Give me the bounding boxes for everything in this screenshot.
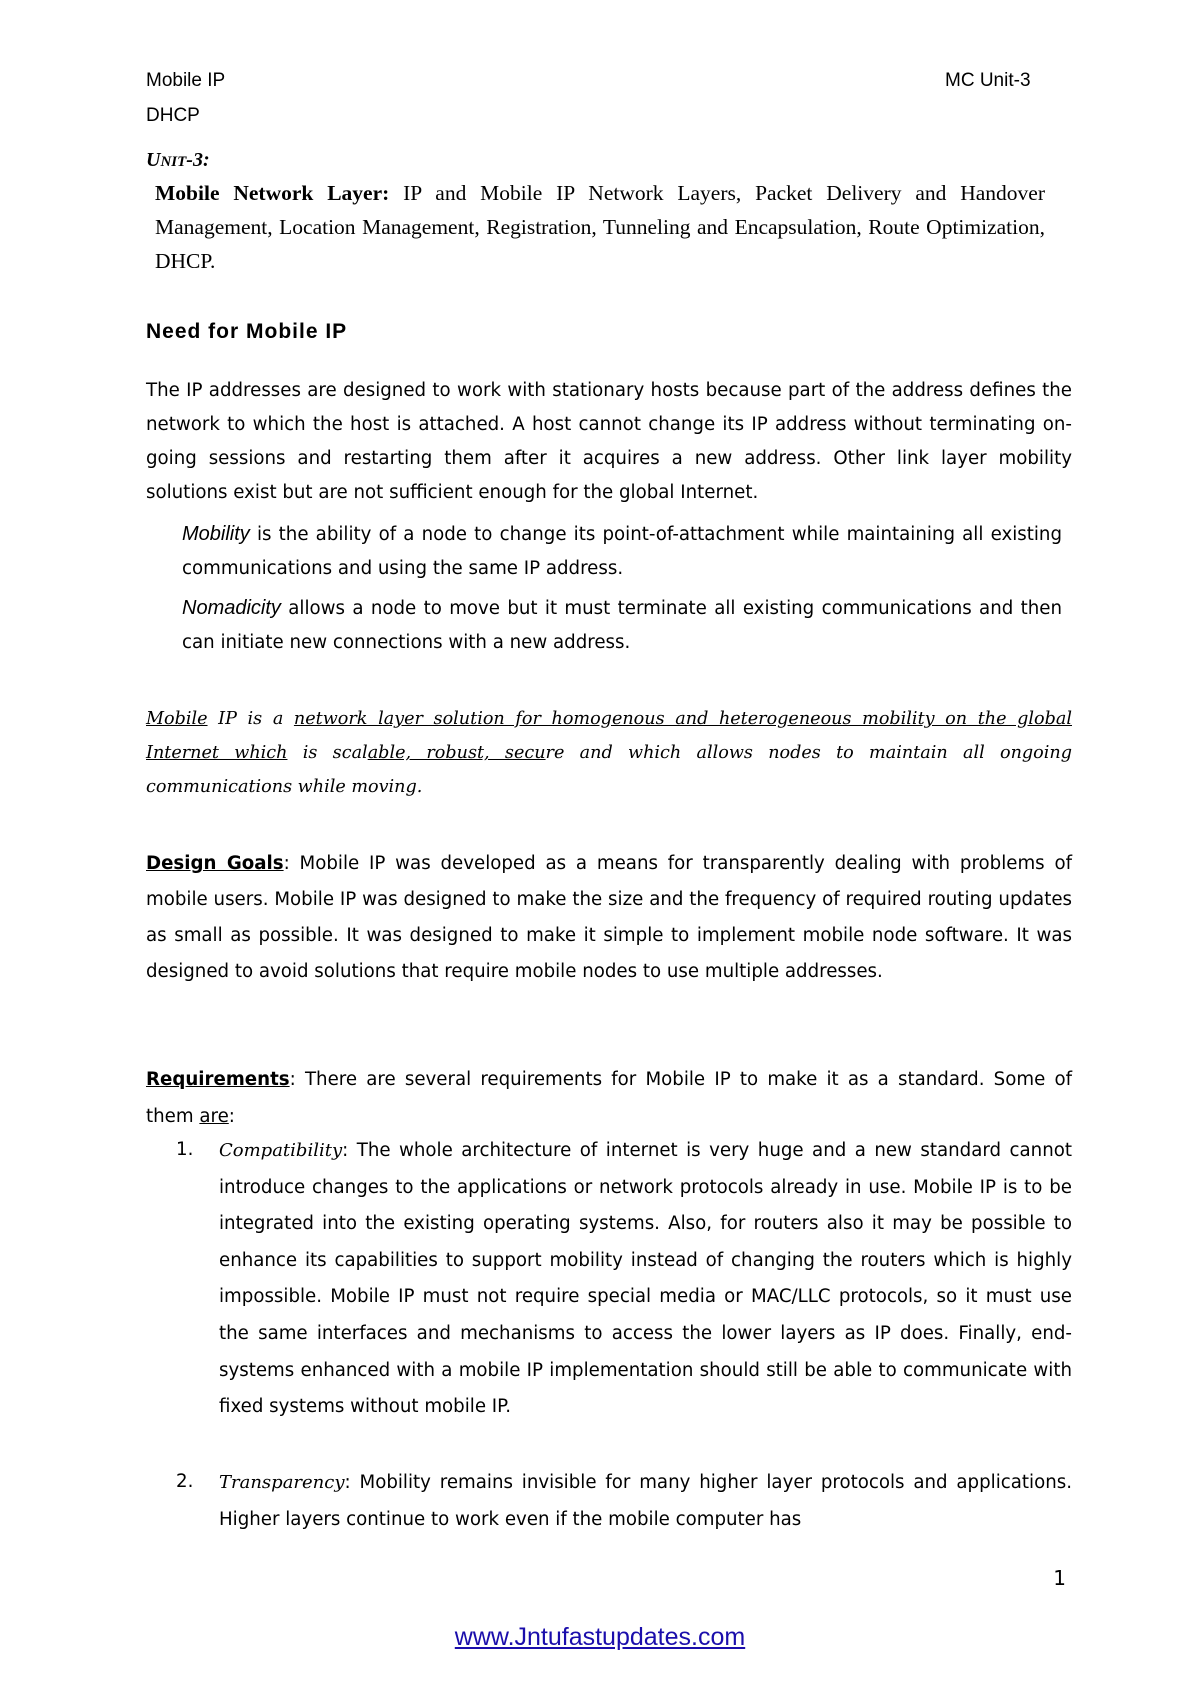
mobility-definition: Mobility is the ability of a node to change its point-of-attachment while maintaining all existing communications and using the same IP address. <box>182 523 1062 579</box>
syllabus-paragraph: Mobile Network Layer: IP and Mobile IP Network Layers, Packet Delivery and Handover Management, Location Management, Registration, Tunneling and Encapsulation, Route Optimization, DHCP. <box>155 181 1045 273</box>
intro-paragraph: The IP addresses are designed to work with stationary hosts because part of the address defines the network to which the host is attached. A host cannot change its IP address without terminating on-going sessions and restarting them after it acquires a new address. Other link layer mobility solutions exist but are not sufficient enough for the global Internet. <box>146 380 1072 503</box>
page-number: 1 <box>1053 1566 1066 1590</box>
design-goals-label: Design Goals <box>146 853 284 874</box>
list-item: 1. Compatibility: The whole architecture of internet is very huge and a new standard cannot introduce changes to the applications or network protocols already in use. Mobile IP is to be integrated into the existing operating systems. Also, for routers also it may be possible to enhance its capabilities to support mobility instead of changing the routers which is highly impossible. Mobile IP must not require special media or MAC/LLC protocols, so it must use the same interfaces and mechanisms to access the lower layers as IP does. Finally, end-systems enhanced with a mobile IP implementation should still be able to communicate with fixed systems without mobile IP. <box>176 1139 1072 1418</box>
header-right-unit: MC Unit-3 <box>945 70 1031 91</box>
list-item: 2. Transparency: Mobility remains invisible for many higher layer protocols and applications. Higher layers continue to work even if the mobile computer has <box>176 1471 1072 1530</box>
header-left-subtitle: DHCP <box>146 105 200 126</box>
syllabus-label: Mobile Network Layer: <box>155 181 390 205</box>
design-goals-paragraph: Design Goals: Mobile IP was developed as a means for transparently dealing with problems of mobile users. Mobile IP was designed to make the size and the frequency of required routing updates as small as possible. It was designed to make it simple to implement mobile node software. It was designed to avoid solutions that require mobile nodes to use multiple addresses. <box>146 853 1072 982</box>
header-left-title: Mobile IP <box>146 70 226 91</box>
nomadicity-term: Nomadicity <box>182 597 281 619</box>
requirements-label: Requirements <box>146 1069 290 1090</box>
mobility-term: Mobility <box>182 523 250 545</box>
footer-link[interactable]: www.Jntufastupdates.com <box>454 1623 746 1651</box>
nomadicity-definition: Nomadicity allows a node to move but it must terminate all existing communications and then can initiate new connections with a new address. <box>182 597 1062 653</box>
requirements-paragraph: Requirements: There are several requirements for Mobile IP to make it as a standard. Some of them are: <box>146 1069 1072 1127</box>
section-title: Need for Mobile IP <box>146 320 348 343</box>
mobile-ip-definition: Mobile IP is a network layer solution for homogenous and heterogeneous mobility on the global Internet which is scalable, robust, secure and which allows nodes to maintain all ongoing communications while moving. <box>146 709 1072 797</box>
compatibility-term: Compatibility <box>219 1140 343 1161</box>
transparency-term: Transparency <box>219 1472 345 1493</box>
unit-heading: UNIT-3: <box>146 149 210 171</box>
